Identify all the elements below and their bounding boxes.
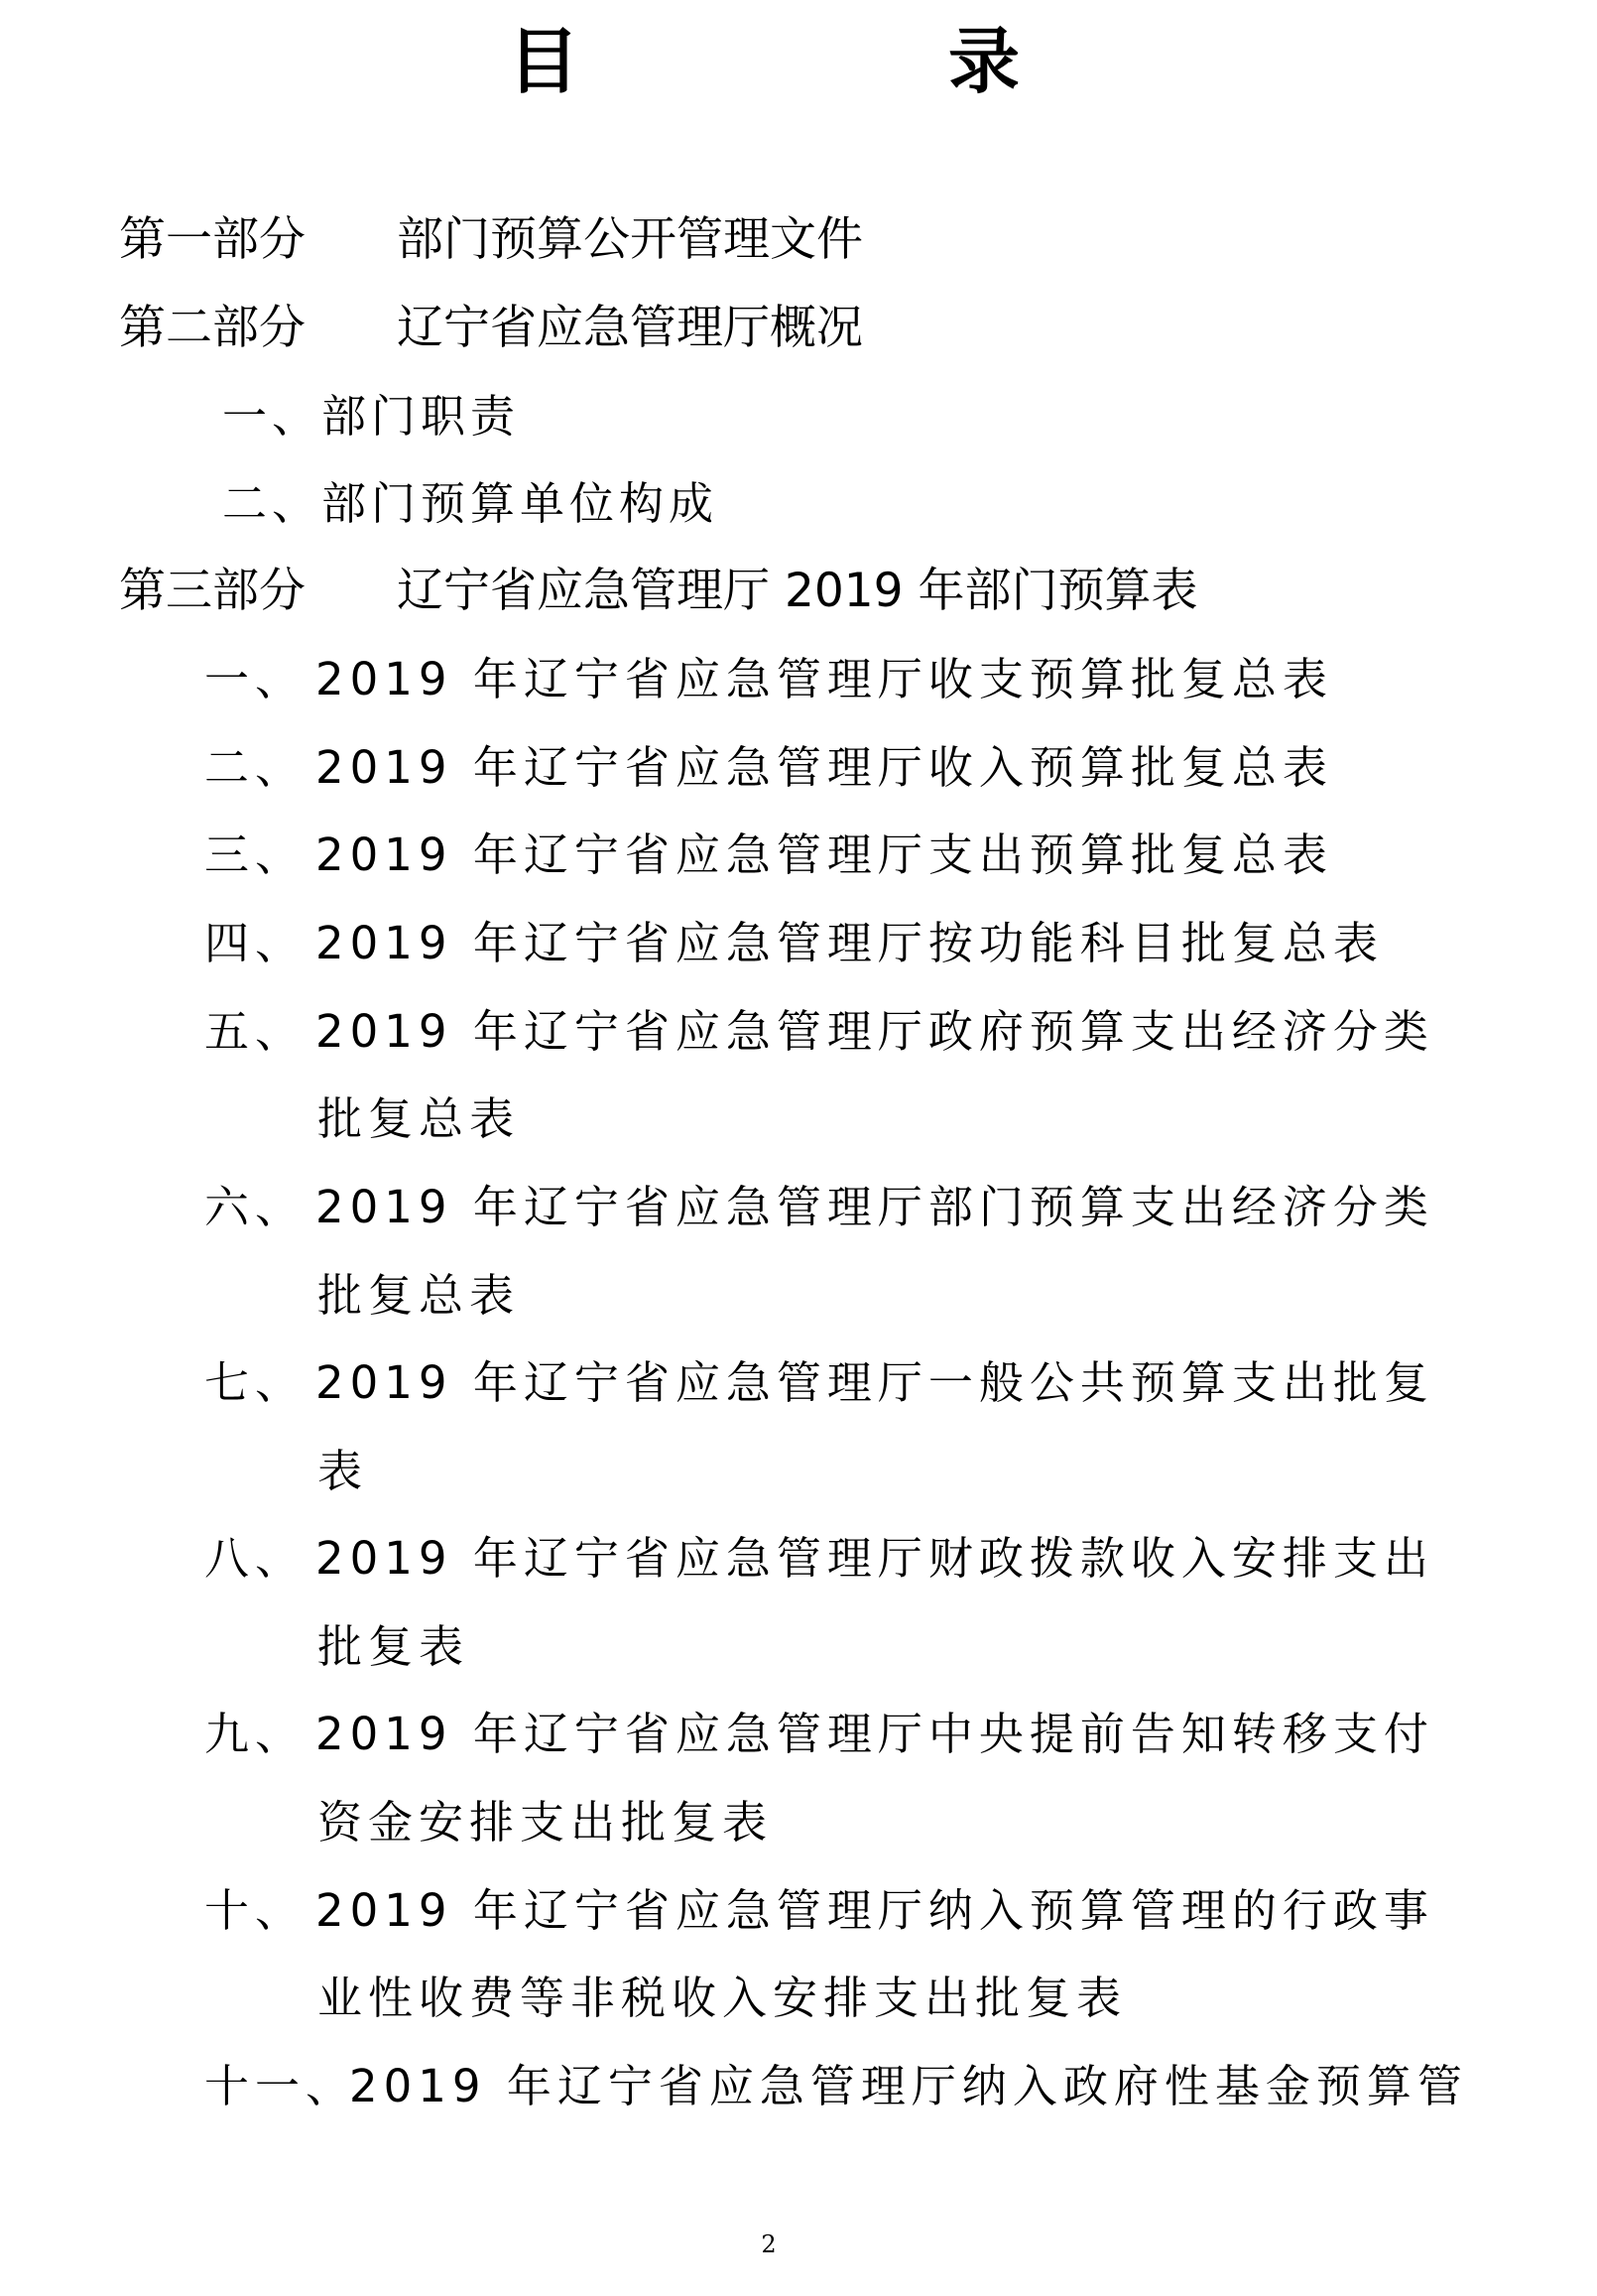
toc-subsection-2[interactable]: 二、部门预算单位构成 <box>222 477 719 530</box>
page-title: 目 录 <box>507 20 1168 103</box>
part-title: 部门预算公开管理文件 <box>397 212 863 267</box>
toc-item-9-continuation: 资金安排支出批复表 <box>317 1796 774 1849</box>
toc-item-2[interactable] <box>204 738 1333 798</box>
item-number: 五、 <box>204 1005 307 1058</box>
item-title: 2019 年辽宁省应急管理厅财政拨款收入安排支出 <box>315 1532 1434 1585</box>
part-number: 第一部分 <box>119 212 306 267</box>
item-number: 一、 <box>204 653 307 705</box>
toc-item-11[interactable] <box>204 2057 1468 2116</box>
toc-item-10[interactable] <box>204 1881 1434 1941</box>
toc-item-1[interactable] <box>204 650 1333 709</box>
toc-item-9[interactable] <box>204 1705 1434 1764</box>
item-title: 2019 年辽宁省应急管理厅中央提前告知转移支付 <box>315 1708 1434 1760</box>
toc-subsection-1[interactable]: 一、部门职责 <box>222 390 521 443</box>
item-title: 2019 年辽宁省应急管理厅部门预算支出经济分类 <box>315 1181 1434 1233</box>
item-number: 二、 <box>204 741 307 794</box>
page-number: 2 <box>761 2231 777 2258</box>
toc-item-8-continuation: 批复表 <box>317 1620 470 1673</box>
toc-part-3[interactable] <box>119 562 1198 621</box>
item-title: 2019 年辽宁省应急管理厅支出预算批复总表 <box>315 829 1333 881</box>
toc-item-3[interactable] <box>204 826 1333 885</box>
toc-item-8[interactable] <box>204 1529 1434 1589</box>
toc-item-5-continuation: 批复总表 <box>317 1092 521 1145</box>
toc-item-7-continuation: 表 <box>317 1445 369 1497</box>
toc-part-2[interactable] <box>119 299 863 358</box>
item-title: 2019 年辽宁省应急管理厅收支预算批复总表 <box>315 653 1333 705</box>
item-number: 四、 <box>204 917 307 969</box>
part-number: 第二部分 <box>119 301 306 355</box>
toc-item-7[interactable] <box>204 1353 1434 1413</box>
item-number: 七、 <box>204 1356 307 1409</box>
item-title: 2019 年辽宁省应急管理厅收入预算批复总表 <box>315 741 1333 794</box>
toc-item-6-continuation: 批复总表 <box>317 1269 521 1322</box>
toc-item-5[interactable] <box>204 1002 1434 1062</box>
item-title: 2019 年辽宁省应急管理厅政府预算支出经济分类 <box>315 1005 1434 1058</box>
item-title: 2019 年辽宁省应急管理厅纳入预算管理的行政事 <box>315 1884 1434 1937</box>
toc-part-1[interactable] <box>119 210 863 270</box>
item-number: 三、 <box>204 829 307 881</box>
item-number: 十一、 <box>204 2060 357 2112</box>
toc-item-10-continuation: 业性收费等非税收入安排支出批复表 <box>317 1972 1128 2024</box>
part-number: 第三部分 <box>119 564 306 618</box>
item-title: 2019 年辽宁省应急管理厅按功能科目批复总表 <box>315 917 1384 969</box>
part-title: 辽宁省应急管理厅 2019 年部门预算表 <box>397 564 1198 618</box>
toc-item-4[interactable] <box>204 914 1384 973</box>
item-number: 六、 <box>204 1181 307 1233</box>
item-number: 十、 <box>204 1884 307 1937</box>
toc-item-6[interactable] <box>204 1178 1434 1237</box>
item-title: 2019 年辽宁省应急管理厅一般公共预算支出批复 <box>315 1356 1434 1409</box>
item-number: 九、 <box>204 1708 307 1760</box>
item-number: 八、 <box>204 1532 307 1585</box>
part-title: 辽宁省应急管理厅概况 <box>397 301 863 355</box>
item-title: 2019 年辽宁省应急管理厅纳入政府性基金预算管 <box>349 2060 1468 2112</box>
